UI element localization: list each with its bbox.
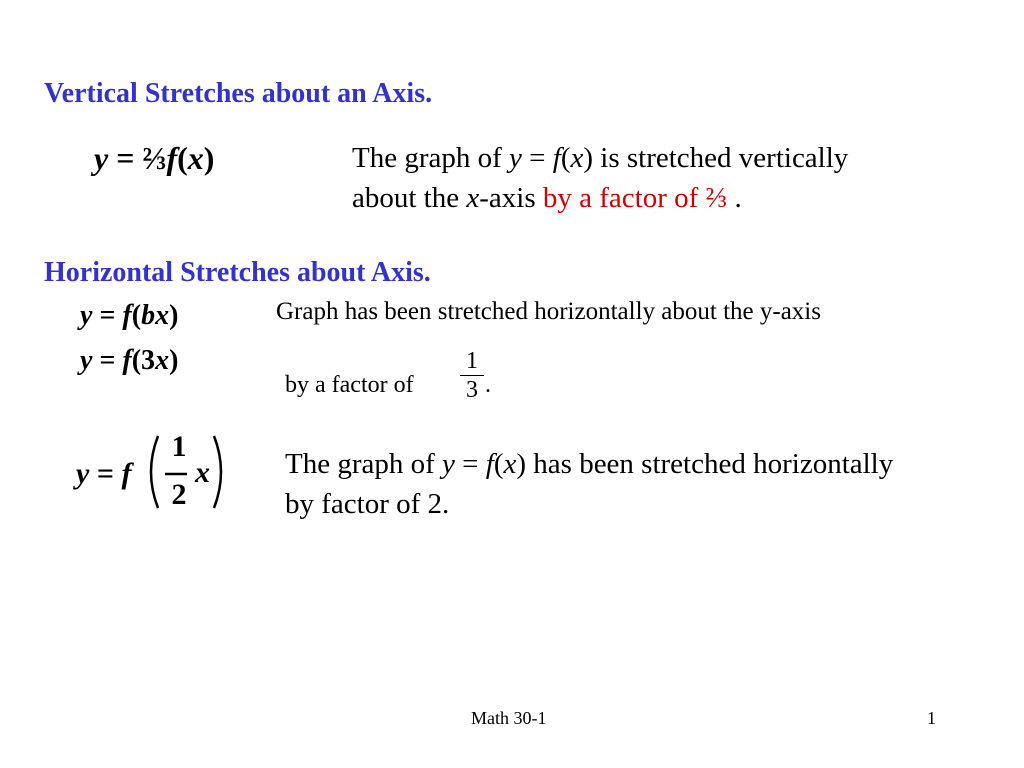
vertical-description-line-2 bbox=[352, 178, 848, 218]
text-var-y: y bbox=[509, 142, 522, 174]
text-var-y: y bbox=[442, 448, 455, 480]
heading-vertical-stretches: Vertical Stretches about an Axis. bbox=[44, 78, 433, 109]
period: . bbox=[485, 372, 491, 398]
eq-coefficient: ⅔ bbox=[142, 140, 167, 176]
horizontal-half-description bbox=[285, 444, 893, 524]
eq-equals: = bbox=[92, 345, 123, 376]
text: ) is stretched vertically bbox=[583, 142, 849, 174]
fraction-numerator: 1 bbox=[171, 430, 187, 463]
text-var-x: x bbox=[466, 182, 480, 214]
equation-vertical bbox=[94, 140, 214, 177]
eq-var-x: x bbox=[155, 345, 170, 376]
eq-var-y: y bbox=[76, 457, 90, 490]
text: The graph of bbox=[285, 448, 443, 480]
eq-equals: = bbox=[108, 140, 143, 176]
text: . bbox=[727, 182, 742, 214]
text: -axis bbox=[479, 182, 543, 214]
eq-equals: = bbox=[92, 300, 123, 331]
text-func-f: f bbox=[552, 142, 561, 174]
eq-func-f: f bbox=[166, 140, 178, 176]
text: The graph of bbox=[352, 142, 510, 174]
paren-close-shape bbox=[214, 436, 221, 508]
text: ( bbox=[560, 142, 571, 174]
eq-var-y: y bbox=[94, 140, 109, 176]
footer-course-label: Math 30-1 bbox=[471, 708, 547, 728]
eq-paren-close: ) bbox=[203, 140, 215, 176]
text: ( bbox=[493, 448, 504, 480]
eq-paren-open: ( bbox=[177, 140, 188, 176]
paren-open-shape bbox=[151, 436, 158, 508]
eq-paren-close: ) bbox=[169, 345, 179, 376]
equation-horizontal-half-x bbox=[76, 457, 131, 491]
eq-func-f: f bbox=[122, 300, 132, 331]
text: = bbox=[521, 142, 553, 174]
highlight-factor: by a factor of ⅔ bbox=[542, 182, 728, 214]
text: ) has been stretched horizontally bbox=[516, 448, 894, 480]
eq-paren-close: ) bbox=[169, 300, 179, 331]
fraction-one-third bbox=[460, 347, 484, 404]
vertical-description bbox=[352, 138, 848, 218]
equation-horizontal-3x bbox=[80, 345, 178, 377]
eq-var-x: x bbox=[195, 456, 210, 489]
fraction-denominator: 3 bbox=[466, 377, 478, 403]
eq-var-y: y bbox=[80, 300, 93, 331]
eq-paren-open: (3 bbox=[131, 345, 156, 376]
eq-paren-open: ( bbox=[131, 300, 142, 331]
eq-func-f: f bbox=[121, 457, 132, 490]
text-var-x: x bbox=[570, 142, 584, 174]
eq-equals: = bbox=[89, 457, 122, 490]
horizontal-half-description-line-1 bbox=[285, 444, 893, 484]
eq-var-x: x bbox=[187, 140, 204, 176]
text-func-f: f bbox=[485, 448, 494, 480]
fraction-denominator: 2 bbox=[171, 478, 187, 511]
eq-var-bx: bx bbox=[141, 300, 170, 331]
text: about the bbox=[352, 182, 467, 214]
vertical-description-line-1 bbox=[352, 138, 848, 178]
text-var-x: x bbox=[503, 448, 517, 480]
horizontal-general-description: Graph has been stretched horizontally about the y-axis bbox=[276, 298, 821, 325]
equation-horizontal-general bbox=[80, 300, 178, 332]
eq-func-f: f bbox=[122, 345, 132, 376]
footer-page-number: 1 bbox=[927, 708, 936, 728]
horizontal-3x-description: by a factor of bbox=[285, 372, 414, 398]
text: = bbox=[454, 448, 486, 480]
horizontal-half-description-line-2: by factor of 2. bbox=[285, 488, 450, 520]
heading-horizontal-stretches: Horizontal Stretches about Axis. bbox=[44, 257, 431, 288]
eq-var-y: y bbox=[80, 345, 93, 376]
fraction-numerator: 1 bbox=[466, 348, 478, 374]
